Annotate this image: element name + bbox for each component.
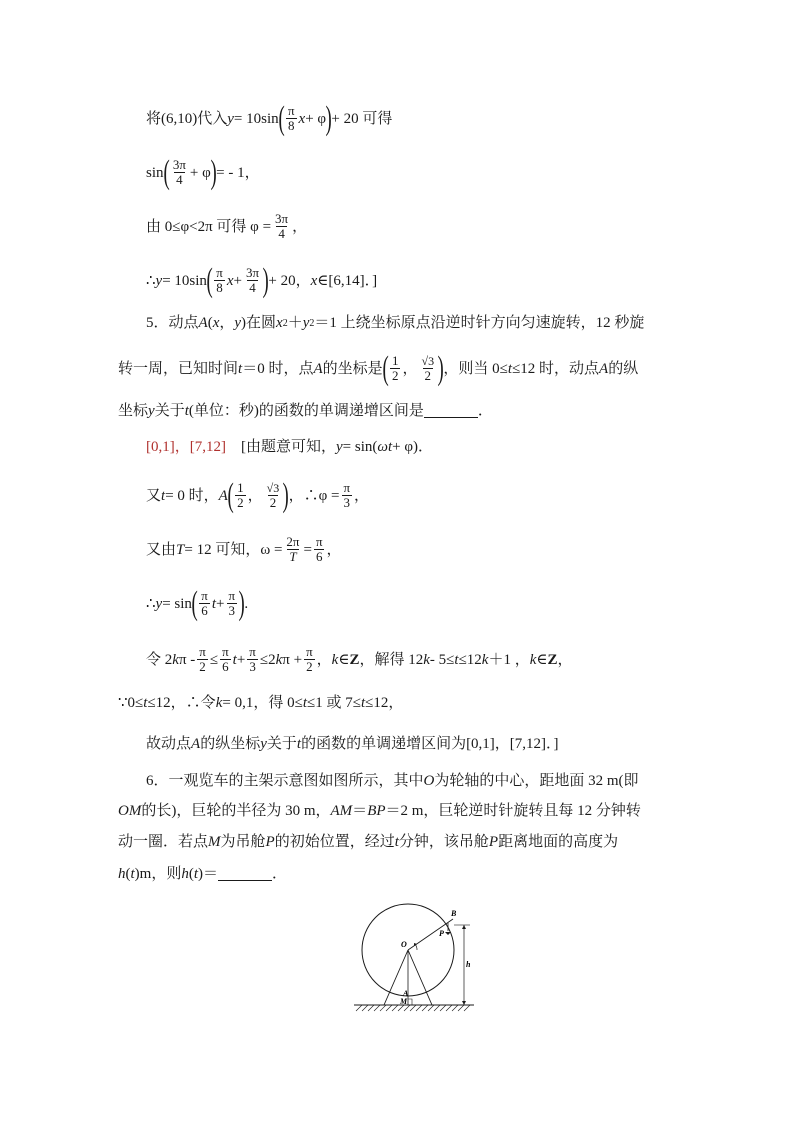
numerator: π (306, 644, 313, 659)
solution-5-line-7 (146, 737, 559, 752)
right-paren: ) (210, 154, 217, 191)
denominator: 4 (278, 226, 285, 242)
question-5-line-3 (118, 404, 493, 419)
text: 的纵坐标 (200, 736, 261, 752)
text: π ‑ (178, 651, 196, 668)
answer-blank (424, 405, 478, 418)
numerator: 3π (275, 211, 289, 226)
answer-text: [0,1]，[7,12] (146, 439, 226, 455)
text: + φ (189, 164, 211, 181)
text: 为吊舱 (220, 834, 266, 850)
question-6-line-3 (118, 835, 618, 850)
numerator: π (201, 588, 208, 604)
text: ＋1 ， (488, 651, 530, 668)
fraction (419, 355, 436, 384)
right-angle-mark (408, 999, 412, 1005)
denominator: 8 (288, 118, 295, 134)
var-t: t (211, 595, 217, 612)
denominator: 2 (424, 367, 432, 383)
fraction (284, 535, 301, 565)
solution-5-line-5 (146, 645, 573, 675)
text: 动一圈．若点 (118, 834, 209, 850)
var-x: x (212, 315, 220, 331)
numerator: π (249, 644, 256, 659)
text: 的坐标是 (322, 360, 383, 377)
var-x: x (298, 110, 306, 127)
var-A: A (198, 315, 208, 331)
solution-5-line-4 (146, 585, 249, 622)
var-y: y (148, 403, 155, 419)
text: ， (247, 487, 263, 504)
right-paren: ) (325, 100, 332, 137)
var-k: k (481, 651, 489, 668)
var-t: t (507, 360, 513, 377)
text: 关于 (154, 403, 185, 419)
denominator: 2 (306, 659, 313, 675)
solution-5-line-3 (146, 535, 342, 565)
text: 转一周，已知时间 (118, 360, 239, 377)
text: + φ (305, 110, 327, 127)
text: 坐标 (118, 403, 149, 419)
text: ∵0≤ (118, 695, 144, 711)
var-y: y (234, 315, 242, 331)
denominator: 3 (228, 603, 236, 619)
var-t: t (394, 834, 399, 850)
label-P: P (439, 929, 444, 938)
text: = sin( (342, 439, 378, 455)
var-t: t (302, 695, 307, 711)
text: ＝2 m，巨轮逆时针旋转且每 12 分钟转 (385, 803, 641, 819)
text: = 10sin (162, 272, 207, 289)
text: [由题意可知， (225, 439, 336, 455)
text: = (303, 541, 312, 558)
var-P: P (265, 834, 275, 850)
denominator: 3 (343, 495, 350, 511)
right-paren: ) (282, 477, 290, 514)
numerator: π (199, 644, 206, 659)
left-paren: ( (163, 154, 170, 191)
height-arrow-top (462, 925, 466, 929)
var-k: k (423, 651, 430, 668)
text: )m，则 (134, 866, 182, 882)
numerator: √3 (266, 480, 280, 495)
fraction (390, 354, 401, 384)
text: 令 2 (146, 651, 173, 668)
var-A: A (599, 360, 609, 377)
text: + (236, 651, 246, 668)
left-paren: ( (382, 350, 389, 387)
text: ≤12 (458, 651, 482, 668)
text: ( (188, 866, 194, 882)
var-h: h (118, 866, 126, 882)
integers-set: Z (349, 651, 360, 668)
var-t: t (454, 651, 459, 668)
right-paren: ) (238, 585, 245, 622)
text: 又 (146, 487, 162, 504)
numerator: 2π (286, 534, 300, 549)
fraction (341, 481, 352, 511)
var-T: T (176, 541, 185, 558)
text: ≤1 或 7≤ (306, 695, 361, 711)
var-BP: BP (367, 803, 386, 819)
text: + 20， (268, 272, 311, 289)
var-x: x (276, 315, 283, 331)
text: 将(6,10)代入 (146, 110, 228, 127)
text: 5．动点 (146, 315, 199, 331)
denominator: 2 (237, 495, 244, 511)
var-x: x (226, 272, 234, 289)
denominator: 8 (216, 280, 223, 296)
denominator: 2 (199, 659, 206, 675)
text: 的函数的单调递增区间为[0,1]，[7,12]．] (301, 736, 559, 752)
text: . (244, 595, 249, 612)
text: ≤ (209, 651, 219, 668)
fraction (273, 212, 290, 242)
denominator: 6 (201, 603, 208, 619)
text: ≤12， (365, 695, 404, 711)
var-t: t (193, 866, 199, 882)
fraction (220, 645, 231, 675)
fraction (244, 266, 261, 296)
text: ( (207, 315, 213, 331)
text: 关于 (266, 736, 297, 752)
text: 的初始位置，经过 (274, 834, 395, 850)
var-k: k (172, 651, 179, 668)
var-y: y (155, 272, 163, 289)
denominator: 6 (315, 549, 323, 565)
question-5-line-1 (146, 316, 644, 331)
text: )在圆 (241, 315, 277, 331)
var-t: t (360, 695, 366, 711)
fraction (197, 645, 208, 675)
text: ＝0 时，点 (242, 360, 314, 377)
var-y: y (302, 315, 310, 331)
solution-line-substitute (146, 100, 393, 137)
text: 距离地面的高度为 (498, 834, 619, 850)
text: π + (282, 651, 303, 668)
solution-5-line-1 (146, 440, 433, 455)
left-paren: ( (278, 100, 285, 137)
text: = 0,1，得 0≤ (222, 695, 303, 711)
fraction (247, 645, 258, 675)
denominator: T (289, 549, 297, 565)
left-paren: ( (191, 585, 198, 622)
text: ∈ (338, 651, 350, 668)
text: 6．一观览车的主架示意图如图所示，其中 (146, 773, 424, 789)
exponent: 2 (309, 317, 315, 329)
var-k: k (331, 651, 339, 668)
var-A: A (313, 360, 323, 377)
ferris-wheel-diagram (354, 895, 474, 1015)
var-t: t (130, 866, 135, 882)
integers-set: Z (547, 651, 558, 668)
var-k: k (215, 695, 223, 711)
text: ， (402, 360, 418, 377)
text: ∈ (536, 651, 548, 668)
text: ， (354, 487, 370, 504)
denominator: 6 (222, 659, 229, 675)
fraction (304, 645, 315, 675)
text: = 0 时， (165, 487, 219, 504)
frame-right-leg (408, 950, 432, 1005)
var-h: h (181, 866, 189, 882)
text: + 20 可得 (331, 110, 393, 127)
var-y: y (335, 439, 343, 455)
text: ＋ (287, 315, 303, 331)
label-A: A (403, 989, 409, 998)
var-O: O (423, 773, 435, 789)
var-t: t (143, 695, 148, 711)
fraction (214, 266, 225, 296)
var-t: t (238, 360, 243, 377)
text: ，解得 12 (359, 651, 424, 668)
text: + (233, 272, 242, 289)
text: = sin (162, 595, 192, 612)
right-paren: ) (262, 262, 269, 299)
fraction (226, 589, 237, 619)
left-paren: ( (227, 477, 234, 514)
exponent: 2 (282, 317, 288, 329)
question-6-line-4 (118, 867, 287, 882)
solution-5-line-2 (146, 477, 370, 514)
denominator: 4 (249, 280, 256, 296)
denominator: 4 (176, 172, 183, 188)
text: 分钟，该吊舱 (398, 834, 489, 850)
height-arrow-bottom (462, 1001, 466, 1005)
text: 故动点 (146, 736, 192, 752)
text: ‑ 5≤ (429, 651, 455, 668)
text: ． (477, 403, 493, 419)
fraction (265, 482, 282, 511)
var-omega-t: ωt (377, 439, 393, 455)
fraction (199, 589, 210, 619)
fraction (171, 158, 188, 188)
text: ， (326, 541, 342, 558)
fraction (235, 481, 246, 511)
ground-hatching (356, 1005, 470, 1011)
text: = ‑ 1， (216, 164, 260, 181)
text: = 12 可知，ω = (184, 541, 283, 558)
numerator: π (216, 265, 223, 281)
denominator: 2 (391, 368, 399, 384)
numerator: √3 (421, 353, 435, 368)
var-t: t (184, 403, 189, 419)
var-k: k (529, 651, 537, 668)
var-y: y (227, 110, 234, 127)
text: )＝ (198, 866, 219, 882)
numerator: 3π (245, 265, 260, 281)
question-6-line-1 (146, 774, 639, 789)
text: sin (146, 164, 164, 181)
text: 由 0≤φ<2π 可得 φ = (146, 218, 272, 235)
label-O: O (401, 940, 407, 949)
text: 为轮轴的中心，距地面 32 m(即 (434, 773, 639, 789)
left-paren: ( (206, 262, 213, 299)
var-x: x (310, 272, 318, 289)
numerator: π (315, 534, 323, 549)
denominator: 2 (269, 494, 277, 510)
numerator: π (287, 103, 295, 119)
text: 的纵 (608, 360, 639, 377)
solution-line-sin (146, 154, 260, 191)
question-5-line-2 (118, 350, 639, 387)
label-h: h (466, 960, 471, 969)
text: ≤12，∴令 (147, 695, 216, 711)
text: ． (272, 866, 288, 882)
numerator: π (222, 644, 229, 659)
text: + φ)． (392, 439, 434, 455)
text: ≤12 时，动点 (512, 360, 600, 377)
var-P: P (488, 834, 499, 850)
numerator: π (343, 480, 351, 496)
answer-blank (218, 868, 272, 881)
var-A: A (191, 736, 201, 752)
label-B: B (451, 909, 457, 918)
var-y: y (260, 736, 267, 752)
text: ＝1 上绕坐标原点沿逆时针方向匀速旋转，12 秒旋 (314, 315, 645, 331)
var-k: k (275, 651, 283, 668)
text: ＝ (352, 803, 368, 819)
text: ∈[6,14]．] (317, 272, 378, 289)
text: ∴ (146, 595, 156, 612)
denominator: 3 (249, 659, 256, 675)
fraction (314, 535, 325, 565)
numerator: π (228, 588, 236, 604)
var-y: y (155, 595, 163, 612)
text: ， (557, 651, 573, 668)
text: ，则当 0≤ (443, 360, 508, 377)
text: ≤2 (259, 651, 276, 668)
question-6-line-2 (118, 804, 641, 819)
text: ，∴φ = (288, 487, 340, 504)
var-A: A (218, 487, 228, 504)
var-AM: AM (330, 803, 353, 819)
text: ， (292, 218, 308, 235)
var-t: t (232, 651, 237, 668)
text: ， (316, 651, 332, 668)
text: 又由 (146, 541, 177, 558)
solution-line-result (146, 262, 378, 299)
var-t: t (296, 736, 302, 752)
solution-line-phi (146, 212, 307, 242)
text: (单位：秒)的函数的单调递增区间是 (188, 403, 424, 419)
var-t: t (161, 487, 166, 504)
right-paren: ) (437, 350, 444, 387)
text: + (216, 595, 225, 612)
var-OM: OM (118, 803, 142, 819)
cabin-marker (445, 932, 451, 935)
fraction (286, 104, 297, 134)
label-M: M (400, 997, 408, 1006)
text: ( (125, 866, 131, 882)
numerator: 3π (172, 157, 186, 173)
var-M: M (208, 834, 221, 850)
text: = 10sin (233, 110, 279, 127)
numerator: 1 (237, 480, 244, 496)
text: ∴ (146, 272, 156, 289)
text: ， (219, 315, 235, 331)
solution-5-line-6 (118, 696, 403, 711)
text: 的长)，巨轮的半径为 30 m， (141, 803, 331, 819)
numerator: 1 (391, 353, 399, 369)
